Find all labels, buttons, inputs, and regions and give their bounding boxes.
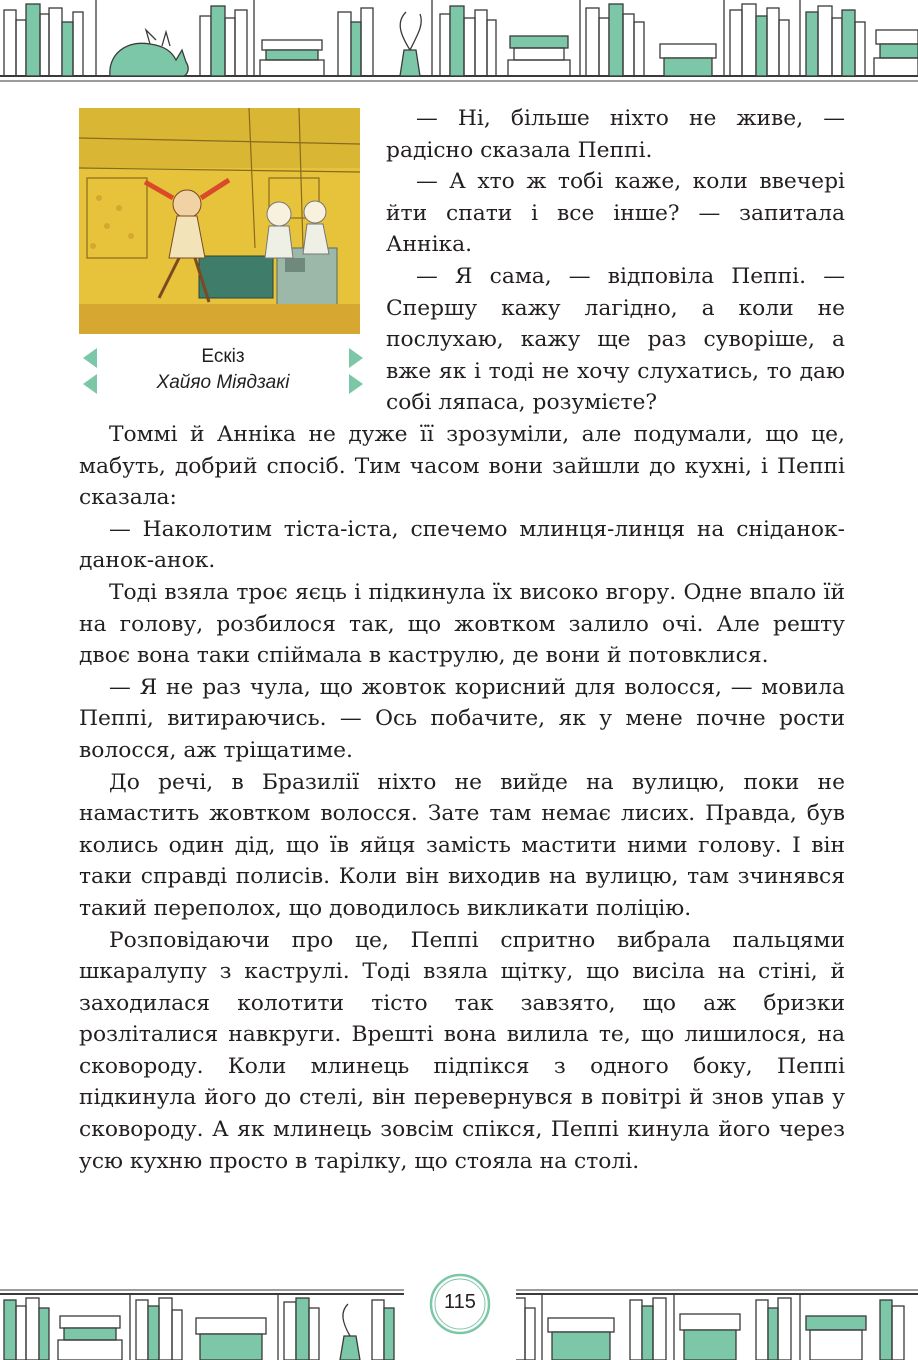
paragraph: — Ні, більше ніхто не живе, — радісно сказала Пеппі. [386, 106, 845, 163]
paragraph: — Я не раз чула, що жовток корисний для волосся, — мовила Пеппі, витираючись. — Ось побачите, як у мене почне рости волосся, аж тріщатиме. [79, 674, 845, 763]
bookshelf-top-illustration [0, 0, 918, 84]
page-number-label: 115 [444, 1291, 476, 1313]
paragraph: Тоді взяла троє яєць і підкинула їх високо вгору. Одне впало їй на голову, розбилося так, що жовтком залило очі. Але решту двоє вона таки спіймала в каструлю, де вони й потовклися. [79, 579, 845, 669]
bookshelf-header-decoration [0, 0, 918, 84]
caption-author: Хайяо Міядзакі [156, 372, 290, 393]
paragraph: — Наколотим тіста-іста, спечемо млинця-линця на сніданок-данок-анок. [79, 516, 845, 574]
paragraph: — А хто ж тобі каже, коли ввечері йти спати і все інше? — запитала Анніка. [386, 169, 845, 258]
illustration-caption [79, 344, 367, 404]
paragraph: — Я сама, — відповіла Пеппі. — Спершу кажу лагідно, а коли не послухаю, кажу ще раз суворіше, а вже як і тоді не хочу слухатись, то даю собі ляпаса, розумієте? [386, 263, 845, 416]
sketch-illustration [79, 108, 360, 334]
chevron-right-icon [347, 344, 367, 400]
paragraph: До речі, в Бразилії ніхто не вийде на вулицю, поки не намастить жовтком волосся. Зате там немає лисих. Правда, був колись один дід, що їв яйця замість мастити ними голову. І він таки справді полисів. Коли він виходив на вулицю, там зчинявся такий переполох, що доводилось викликати поліцію. [79, 769, 845, 921]
page-number [428, 1272, 492, 1336]
caption-title: Ескіз [201, 346, 245, 367]
main-text [79, 419, 845, 1177]
paragraph: Томмі й Анніка не дуже її зрозуміли, але подумали, що це, мабуть, добрий спосіб. Тим часом вони зайшли до кухні, і Пеппі сказала: [79, 422, 845, 511]
sketch-illustration-image [79, 108, 360, 334]
paragraph: Розповідаючи про це, Пеппі спритно вибрала пальцями шкаралупу з каструлі. Тоді взяла щітку, що висіла на стіні, й заходилася колотити тісто так завзято, що аж бризки розліталися навкруги. Врешті вона вилила те, що лишилося, на сковороду. Коли млинець підпікся з одного боку, Пеппі підкинула його до стелі, він перевернувся в повітрі й знов упав у сковороду. А як млинець зовсім спікся, Пеппі кинула його через усю кухню просто в тарілку, що стояла на столі. [79, 927, 845, 1174]
right-column-text [386, 103, 845, 419]
